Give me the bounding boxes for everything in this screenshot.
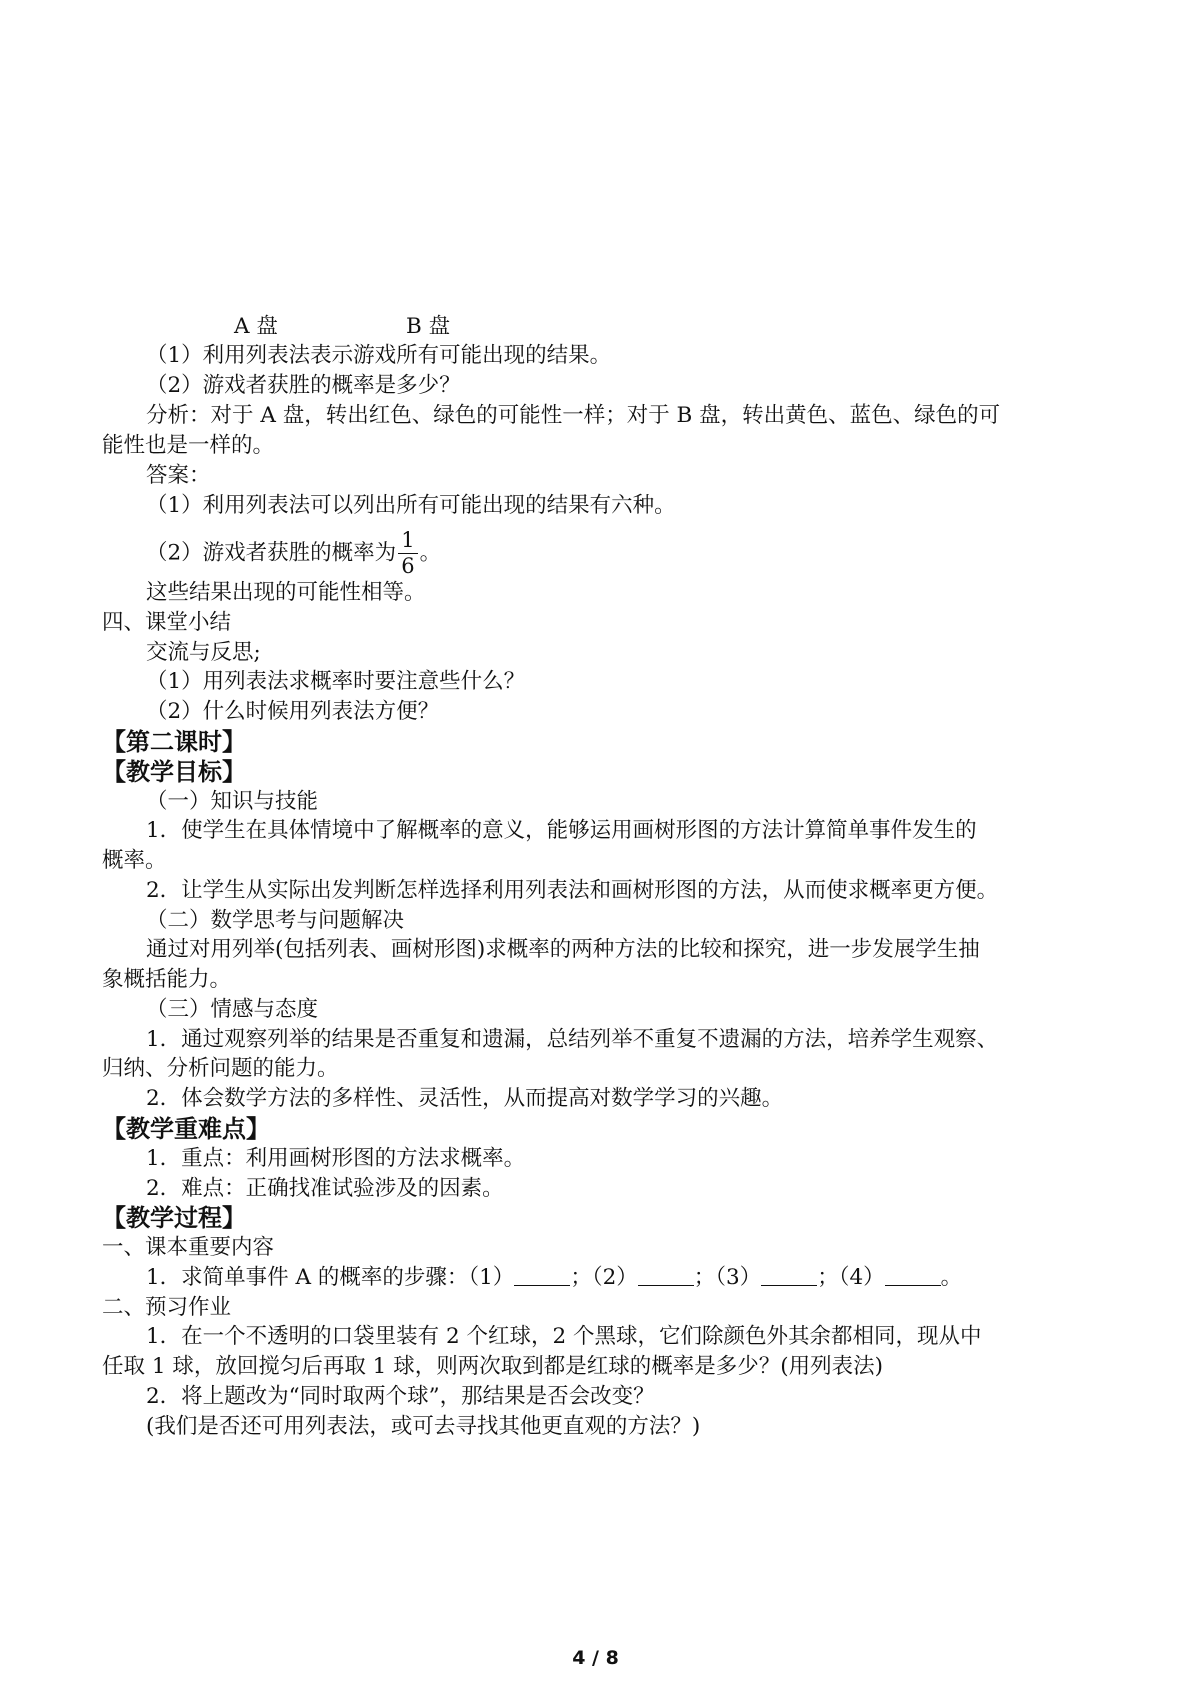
blank-step-3 (761, 1265, 817, 1286)
emotion-item-1b: 归纳、分析问题的能力。 (102, 1056, 339, 1081)
key-points-heading: 【教学重难点】 (102, 1115, 270, 1143)
knowledge-title: （一）知识与技能 (146, 789, 319, 814)
analysis-line-2: 能性也是一样的。 (102, 433, 275, 458)
answer-1: （1）利用列表法可以列出所有可能出现的结果有六种。 (146, 493, 676, 518)
math-thinking-1b: 象概括能力。 (102, 967, 232, 992)
page-number: 4 / 8 (572, 1647, 619, 1669)
homework-1a: 1．在一个不透明的口袋里装有 2 个红球，2 个黑球，它们除颜色外其余都相同，现从中 (146, 1324, 982, 1349)
fraction-denominator: 6 (401, 554, 415, 578)
analysis-line-1: 分析：对于 A 盘，转出红色、绿色的可能性一样；对于 B 盘，转出黄色、蓝色、绿色的可 (146, 403, 1001, 428)
math-thinking-title: （二）数学思考与问题解决 (146, 908, 405, 933)
objectives-heading: 【教学目标】 (102, 758, 246, 786)
summary-question-2: （2）什么时候用列表法方便？ (146, 699, 440, 724)
plate-b-label: B 盘 (406, 314, 451, 339)
equal-likelihood-note: 这些结果出现的可能性相等。 (146, 580, 426, 605)
answer-2-suffix: 。 (419, 540, 442, 566)
emotion-item-1a: 1．通过观察列举的结果是否重复和遗漏，总结列举不重复不遗漏的方法，培养学生观察、 (146, 1027, 999, 1052)
answer-2-prefix: （2）游戏者获胜的概率为 (146, 540, 397, 566)
steps-separator-3: ；（4） (817, 1265, 885, 1290)
example-question-2: （2）游戏者获胜的概率是多少？ (146, 373, 461, 398)
probability-fraction (398, 530, 417, 577)
second-lesson-heading: 【第二课时】 (102, 728, 246, 756)
knowledge-item-1b: 概率。 (102, 848, 167, 873)
key-point-2: 2．难点：正确找准试验涉及的因素。 (146, 1176, 504, 1201)
plate-a-label: A 盘 (234, 314, 278, 339)
key-point-1: 1．重点：利用画树形图的方法求概率。 (146, 1146, 526, 1171)
process-heading: 【教学过程】 (102, 1204, 246, 1232)
knowledge-item-1a: 1．使学生在具体情境中了解概率的意义，能够运用画树形图的方法计算简单事件发生的 (146, 818, 977, 843)
emotion-item-2: 2．体会数学方法的多样性、灵活性，从而提高对数学学习的兴趣。 (146, 1086, 784, 1111)
summary-question-1: （1）用列表法求概率时要注意些什么？ (146, 669, 526, 694)
fraction-numerator: 1 (398, 530, 417, 554)
steps-separator-1: ；（2） (570, 1265, 638, 1290)
knowledge-item-2: 2．让学生从实际出发判断怎样选择利用列表法和画树形图的方法，从而使求概率更方便。 (146, 878, 999, 903)
steps-end: 。 (940, 1265, 963, 1290)
probability-steps-item (146, 1263, 962, 1293)
example-question-1: （1）利用列表法表示游戏所有可能出现的结果。 (146, 343, 612, 368)
homework-1b: 任取 1 球，放回搅匀后再取 1 球，则两次取到都是红球的概率是多少？(用列表法) (102, 1354, 883, 1379)
process-section-2-title: 二、预习作业 (102, 1295, 232, 1320)
answer-label: 答案： (146, 463, 211, 488)
blank-step-4 (885, 1265, 941, 1286)
summary-intro: 交流与反思; (146, 640, 261, 665)
homework-2: 2．将上题改为“同时取两个球”，那结果是否会改变？ (146, 1384, 655, 1409)
summary-title: 四、课堂小结 (102, 610, 232, 635)
probability-steps-prefix: 1．求简单事件 A 的概率的步骤：（1） (146, 1265, 515, 1290)
emotion-title: （三）情感与态度 (146, 997, 319, 1022)
process-section-1-title: 一、课本重要内容 (102, 1235, 275, 1260)
math-thinking-1a: 通过对用列举(包括列表、画树形图)求概率的两种方法的比较和探究，进一步发展学生抽 (146, 937, 980, 962)
answer-2 (146, 530, 441, 577)
blank-step-2 (638, 1265, 694, 1286)
homework-3: (我们是否还可用列表法，或可去寻找其他更直观的方法？) (146, 1414, 701, 1439)
steps-separator-2: ；（3） (693, 1265, 762, 1290)
blank-step-1 (514, 1265, 570, 1286)
